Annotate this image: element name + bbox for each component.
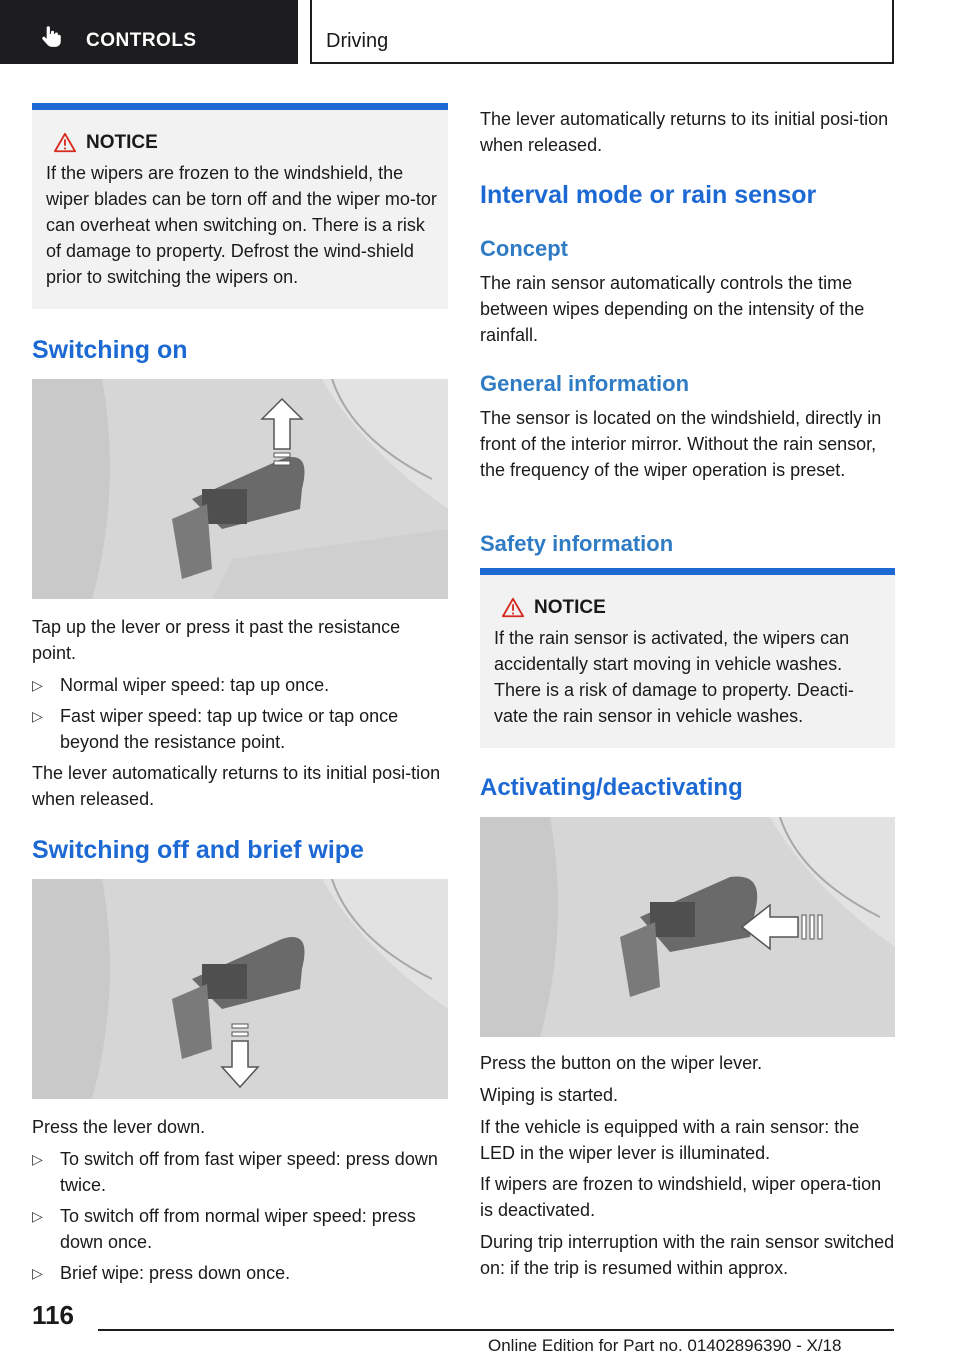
wiping-started-text: Wiping is started. [480,1085,619,1105]
switching-on-text: Tap up the lever or press it past the resistance point. [32,617,401,663]
warning-triangle-icon [502,597,524,619]
chapter-header [310,0,894,64]
bullet-triangle-icon: ▷ [32,1265,43,1281]
switching-off-text: Press the lever down. [32,1117,206,1137]
list-item: ▷ Fast wiper speed: tap up twice or tap once beyond the resistance point. [32,703,448,755]
heading-switching-off: Switching off and brief wipe [32,836,364,864]
hand-pointer-icon [38,23,64,49]
footer-edition: Online Edition for Part no. 01402896390 - X/18 [488,1336,842,1355]
heading-interval-mode: Interval mode or rain sensor [480,181,817,209]
frozen-wipers-text: If wipers are frozen to windshield, wiper opera-tion is deactivated. [480,1174,882,1220]
section-title: CONTROLS [86,30,197,51]
list-item: ▷ To switch off from normal wiper speed: press down once. [32,1203,448,1255]
section-tab[interactable] [0,0,298,64]
bullet-triangle-icon: ▷ [32,1151,43,1167]
bullet-triangle-icon: ▷ [32,708,43,724]
lever-returns-text: The lever automatically returns to its initial posi-tion when released. [480,109,889,155]
notice-box-frozen-wipers [32,103,448,309]
page-number: 116 [32,1300,74,1330]
heading-switching-on: Switching on [32,336,188,364]
heading-safety-information: Safety information [480,531,674,556]
list-item: ▷ Brief wipe: press down once. [32,1260,448,1286]
notice-text: If the wipers are frozen to the windshield, the wiper blades can be torn off and the wiper mo-tor can overheat when switching on. There is a risk of damage to property. Defrost the wind-shield prior to switching the wipers on. [46,163,437,287]
wiper-lever-button-illustration [480,817,895,1037]
bullet-triangle-icon: ▷ [32,1208,43,1224]
rain-sensor-led-text: If the vehicle is equipped with a rain sensor: the LED in the wiper lever is illuminated. [480,1117,860,1163]
list-item: ▷ Normal wiper speed: tap up once. [32,672,448,698]
wiper-lever-up-illustration [32,379,448,599]
footer-divider [98,1329,894,1331]
wiper-lever-down-illustration [32,879,448,1099]
bullet-triangle-icon: ▷ [32,677,43,693]
notice-title: NOTICE [502,597,887,619]
switching-on-after-text: The lever automatically returns to its initial posi-tion when released. [32,763,441,809]
concept-text: The rain sensor automatically controls the time between wipes depending on the intensity of the rainfall. [480,273,865,345]
press-button-text: Press the button on the wiper lever. [480,1053,763,1073]
chapter-title: Driving [326,30,389,52]
notice-text: If the rain sensor is activated, the wipers can accidentally start moving in vehicle washes. There is a risk of damage to property. Deacti-vate the rain sensor in vehicle washes. [494,628,854,726]
warning-triangle-icon [54,132,76,154]
general-information-text: The sensor is located on the windshield, directly in front of the interior mirror. Without the rain sensor, the frequency of the wiper operation is preset. [480,408,882,480]
notice-box-vehicle-wash [480,568,895,748]
heading-general-information: General information [480,371,690,396]
heading-activating-deactivating: Activating/deactivating [480,774,743,801]
trip-interruption-text: During trip interruption with the rain sensor switched on: if the trip is resumed within approx. [480,1232,895,1278]
notice-title: NOTICE [54,132,440,154]
heading-concept: Concept [480,236,568,261]
list-item: ▷ To switch off from fast wiper speed: press down twice. [32,1146,448,1198]
